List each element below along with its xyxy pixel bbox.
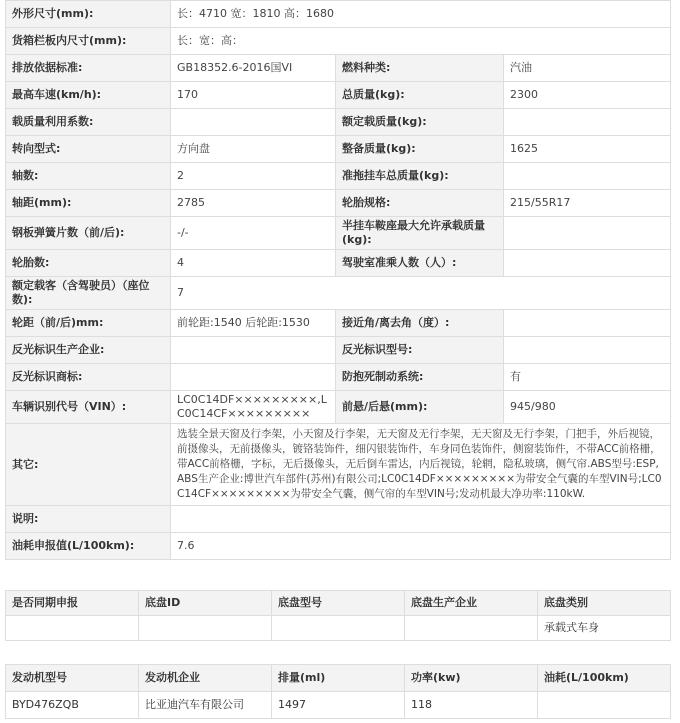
- fuel-type-label: 燃料种类:: [336, 55, 504, 82]
- spec-row-track: [6, 310, 671, 337]
- saddle-load-label: 半挂车鞍座最大允许承载质量(kg):: [336, 217, 504, 250]
- tire-count-label: 轮胎数:: [6, 250, 171, 277]
- spec-row-axles: [6, 163, 671, 190]
- saddle-load-value: [504, 217, 671, 250]
- engine-power-cell: 118: [405, 692, 538, 719]
- chassis-header-model: 底盘型号: [272, 591, 405, 616]
- spec-row-tire-count: [6, 250, 671, 277]
- track-value: 前轮距:1540 后轮距:1530: [171, 310, 336, 337]
- vehicle-spec-table: [5, 0, 671, 560]
- spec-row-wheelbase: [6, 190, 671, 217]
- engine-displacement-cell: 1497: [272, 692, 405, 719]
- abs-label: 防抱死制动系统:: [336, 364, 504, 391]
- cab-capacity-value: [504, 250, 671, 277]
- trailer-mass-label: 准拖挂车总质量(kg):: [336, 163, 504, 190]
- tire-spec-value: 215/55R17: [504, 190, 671, 217]
- engine-header-power: 功率(kw): [405, 665, 538, 692]
- curb-weight-label: 整备质量(kg):: [336, 136, 504, 163]
- abs-value: 有: [504, 364, 671, 391]
- spec-row-other: [6, 424, 671, 506]
- dimensions-label: 外形尺寸(mm):: [6, 1, 171, 28]
- chassis-maker-cell: [405, 616, 538, 641]
- chassis-concurrent-cell: [6, 616, 139, 641]
- chassis-header-concurrent: 是否同期申报: [6, 591, 139, 616]
- other-value: 选装全景天窗及行李架，小天窗及行李架，无天窗及无行李架，无天窗及无行李架，门把手，外后视镜，前摄像头，无前摄像头，镀铬装饰件，细闪银装饰件，车身同色装饰件，侧窗装饰件，不带ACC前格栅，带ACC前格栅，字标，无后摄像头，无后倒车雷达，内后视镜，轮辋，隐私玻璃，侧气帘.ABS型号:ESP,ABS生产企业:博世汽车部件(苏州)有限公司;LC0C14DF×××××××××为带安全气囊的车型VIN号;LC0C14CF×××××××××为带安全气囊，侧气帘的车型VIN号;发动机最大净功率:110kW.: [171, 424, 671, 506]
- chassis-id-cell: [139, 616, 272, 641]
- emission-label: 排放依据标准:: [6, 55, 171, 82]
- total-mass-label: 总质量(kg):: [336, 82, 504, 109]
- chassis-model-cell: [272, 616, 405, 641]
- reflector-maker-label: 反光标识生产企业:: [6, 337, 171, 364]
- chassis-header-maker: 底盘生产企业: [405, 591, 538, 616]
- overhang-label: 前悬/后悬(mm):: [336, 391, 504, 424]
- notes-label: 说明:: [6, 506, 171, 533]
- spec-row-vin: [6, 391, 671, 424]
- spec-row-emission: [6, 55, 671, 82]
- spec-row-notes: [6, 506, 671, 533]
- max-speed-label: 最高车速(km/h):: [6, 82, 171, 109]
- overhang-value: 945/980: [504, 391, 671, 424]
- approach-angle-label: 接近角/离去角（度）:: [336, 310, 504, 337]
- wheelbase-label: 轴距(mm):: [6, 190, 171, 217]
- steering-value: 方向盘: [171, 136, 336, 163]
- seats-value: 7: [171, 277, 671, 310]
- leaf-springs-value: -/-: [171, 217, 336, 250]
- engine-header-maker: 发动机企业: [139, 665, 272, 692]
- spec-row-leaf-springs: [6, 217, 671, 250]
- chassis-header-id: 底盘ID: [139, 591, 272, 616]
- engine-header-displacement: 排量(ml): [272, 665, 405, 692]
- spec-row-steering: [6, 136, 671, 163]
- max-speed-value: 170: [171, 82, 336, 109]
- fuel-consumption-label: 油耗申报值(L/100km):: [6, 533, 171, 560]
- other-label: 其它:: [6, 424, 171, 506]
- wheelbase-value: 2785: [171, 190, 336, 217]
- engine-fuel-cell: [538, 692, 671, 719]
- chassis-table: [5, 590, 671, 641]
- chassis-data-row: [6, 616, 671, 641]
- axles-label: 轴数:: [6, 163, 171, 190]
- steering-label: 转向型式:: [6, 136, 171, 163]
- spec-row-max-speed: [6, 82, 671, 109]
- reflector-maker-value: [171, 337, 336, 364]
- track-label: 轮距（前/后)mm:: [6, 310, 171, 337]
- engine-header-row: [6, 665, 671, 692]
- curb-weight-value: 1625: [504, 136, 671, 163]
- engine-model-cell: BYD476ZQB: [6, 692, 139, 719]
- total-mass-value: 2300: [504, 82, 671, 109]
- chassis-header-type: 底盘类别: [538, 591, 671, 616]
- tire-spec-label: 轮胎规格:: [336, 190, 504, 217]
- cargo-box-value: 长：宽：高：: [171, 28, 671, 55]
- rated-load-value: [504, 109, 671, 136]
- vin-value: LC0C14DF×××××××××,LC0C14CF×××××××××: [171, 391, 336, 424]
- seats-label: 额定载客（含驾驶员）（座位数):: [6, 277, 171, 310]
- engine-table: [5, 664, 671, 719]
- engine-header-model: 发动机型号: [6, 665, 139, 692]
- emission-value: GB18352.6-2016国VI: [171, 55, 336, 82]
- load-factor-value: [171, 109, 336, 136]
- fuel-type-value: 汽油: [504, 55, 671, 82]
- rated-load-label: 额定载质量(kg):: [336, 109, 504, 136]
- reflector-model-value: [504, 337, 671, 364]
- reflector-brand-value: [171, 364, 336, 391]
- spec-row-reflector-brand: [6, 364, 671, 391]
- leaf-springs-label: 钢板弹簧片数（前/后):: [6, 217, 171, 250]
- approach-angle-value: [504, 310, 671, 337]
- notes-value: [171, 506, 671, 533]
- engine-header-fuel: 油耗(L/100km): [538, 665, 671, 692]
- spec-row-reflector-maker: [6, 337, 671, 364]
- reflector-brand-label: 反光标识商标:: [6, 364, 171, 391]
- tire-count-value: 4: [171, 250, 336, 277]
- spec-row-cargo-box: [6, 28, 671, 55]
- spec-row-seats: [6, 277, 671, 310]
- cab-capacity-label: 驾驶室准乘人数（人）:: [336, 250, 504, 277]
- engine-data-row: [6, 692, 671, 719]
- spec-row-dimensions: [6, 1, 671, 28]
- load-factor-label: 载质量利用系数:: [6, 109, 171, 136]
- axles-value: 2: [171, 163, 336, 190]
- cargo-box-label: 货箱栏板内尺寸(mm):: [6, 28, 171, 55]
- spec-row-fuel-consumption: [6, 533, 671, 560]
- chassis-header-row: [6, 591, 671, 616]
- reflector-model-label: 反光标识型号:: [336, 337, 504, 364]
- trailer-mass-value: [504, 163, 671, 190]
- fuel-consumption-value: 7.6: [171, 533, 671, 560]
- spec-row-load-factor: [6, 109, 671, 136]
- vin-label: 车辆识别代号（VIN）:: [6, 391, 171, 424]
- dimensions-value: 长：4710 宽：1810 高：1680: [171, 1, 671, 28]
- engine-maker-cell: 比亚迪汽车有限公司: [139, 692, 272, 719]
- chassis-type-cell: 承载式车身: [538, 616, 671, 641]
